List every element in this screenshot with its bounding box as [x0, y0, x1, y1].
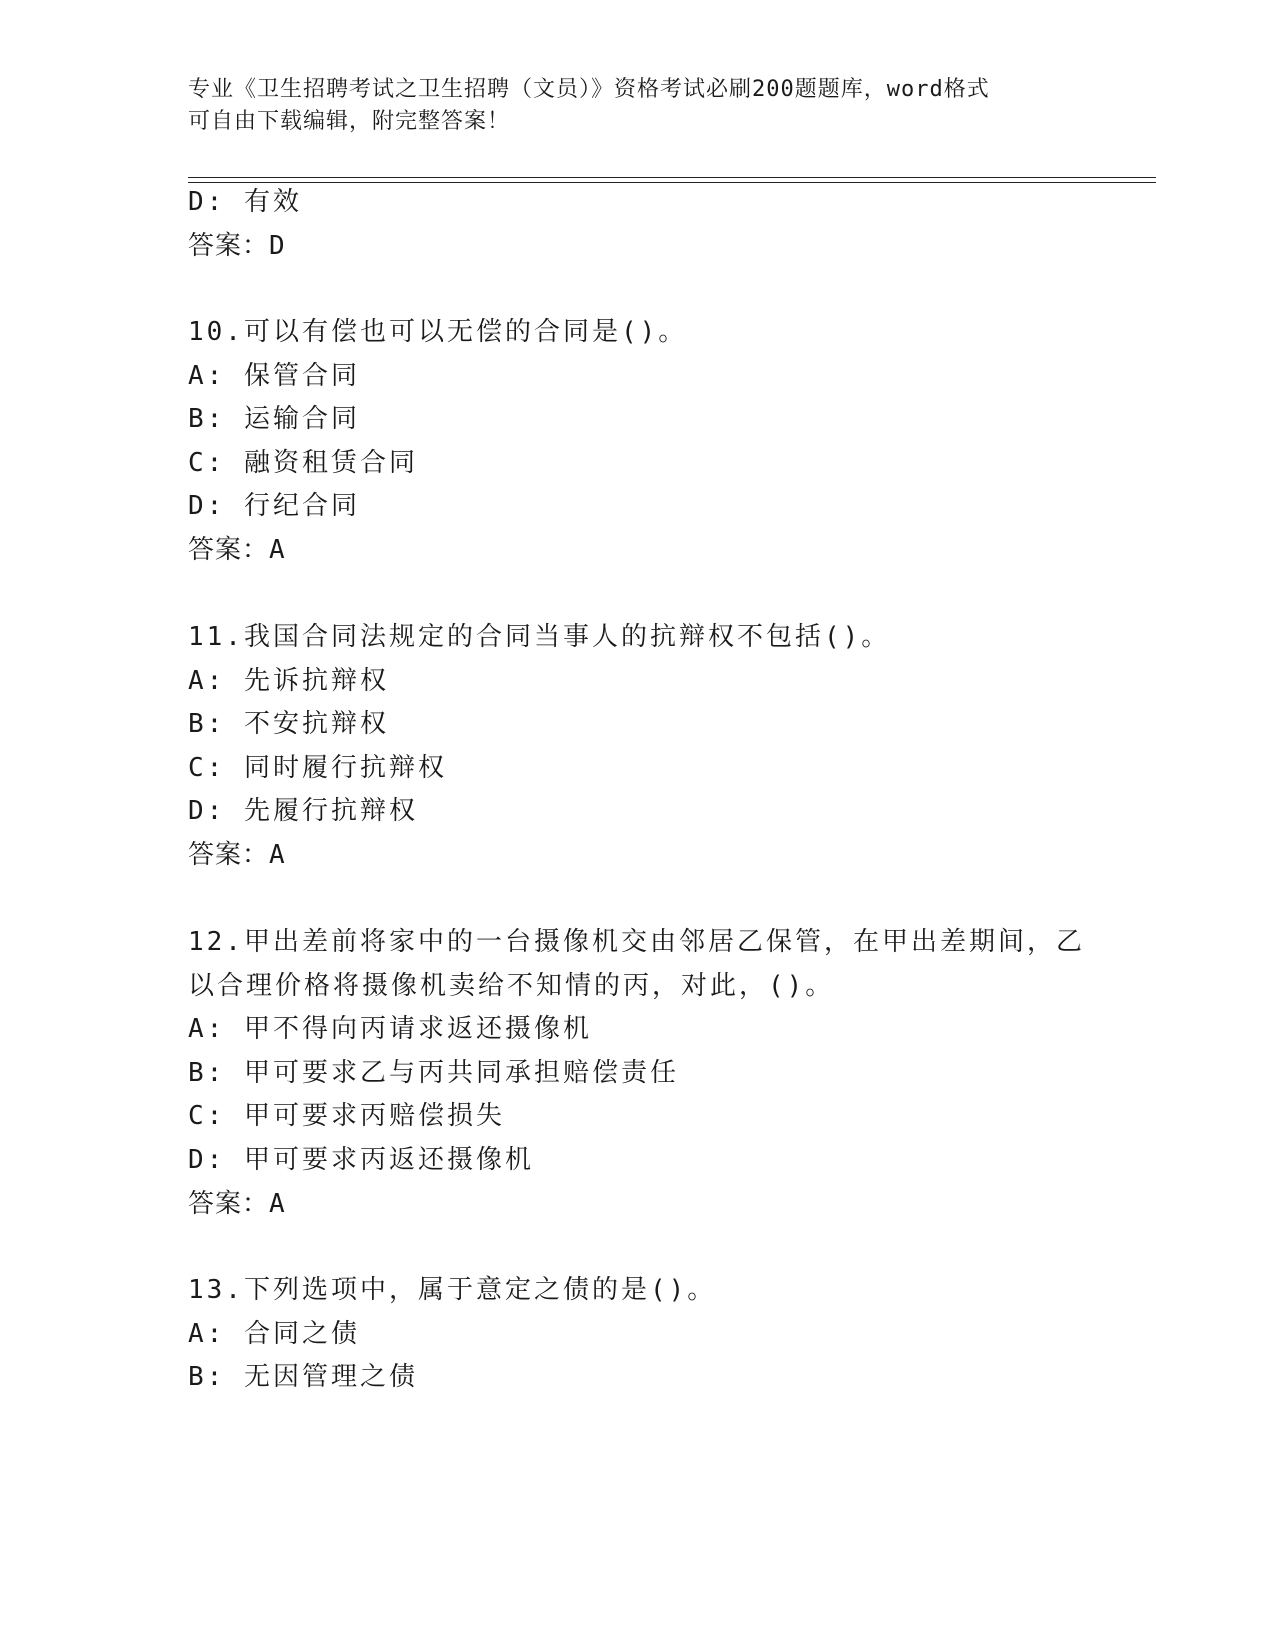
- question-12-option-b: B: 甲可要求乙与丙共同承担赔偿责任: [188, 1058, 679, 1088]
- question-12-option-d: D: 甲可要求丙返还摄像机: [188, 1145, 534, 1175]
- question-12-answer: 答案：A: [188, 1189, 286, 1219]
- question-13-option-a: A: 合同之债: [188, 1319, 360, 1349]
- header-title-line1: 专业《卫生招聘考试之卫生招聘（文员）》资格考试必刷200题题库，word格式: [188, 77, 990, 102]
- question-10-option-a: A: 保管合同: [188, 361, 360, 391]
- question-11-option-a: A: 先诉抗辩权: [188, 666, 389, 696]
- question-12-stem-line1: 12.甲出差前将家中的一台摄像机交由邻居乙保管，在甲出差期间，乙: [188, 927, 1085, 957]
- question-10-answer: 答案：A: [188, 535, 286, 565]
- answer-prev: 答案：D: [188, 231, 286, 261]
- header-divider-bottom: [188, 182, 1156, 183]
- question-12-stem-line2: 以合理价格将摄像机卖给不知情的丙，对此，()。: [188, 971, 835, 1001]
- question-11-option-b: B: 不安抗辩权: [188, 709, 389, 739]
- question-10-option-b: B: 运输合同: [188, 404, 360, 434]
- question-10-stem: 10.可以有偿也可以无偿的合同是()。: [188, 317, 688, 347]
- document-header: [188, 74, 1088, 138]
- question-11-answer: 答案：A: [188, 840, 286, 870]
- header-divider-top: [188, 177, 1156, 178]
- question-11-stem: 11.我国合同法规定的合同当事人的抗辩权不包括()。: [188, 622, 891, 652]
- question-10-option-c: C: 融资租赁合同: [188, 448, 418, 478]
- question-12-option-c: C: 甲可要求丙赔偿损失: [188, 1101, 505, 1131]
- question-13-stem: 13.下列选项中，属于意定之债的是()。: [188, 1275, 717, 1305]
- question-12-option-a: A: 甲不得向丙请求返还摄像机: [188, 1014, 592, 1044]
- option-d-prev: D: 有效: [188, 187, 302, 217]
- header-title-line2: 可自由下载编辑，附完整答案！: [188, 109, 511, 134]
- question-11-option-c: C: 同时履行抗辩权: [188, 753, 447, 783]
- question-11-option-d: D: 先履行抗辩权: [188, 796, 418, 826]
- question-13-option-b: B: 无因管理之债: [188, 1362, 418, 1392]
- question-10-option-d: D: 行纪合同: [188, 491, 360, 521]
